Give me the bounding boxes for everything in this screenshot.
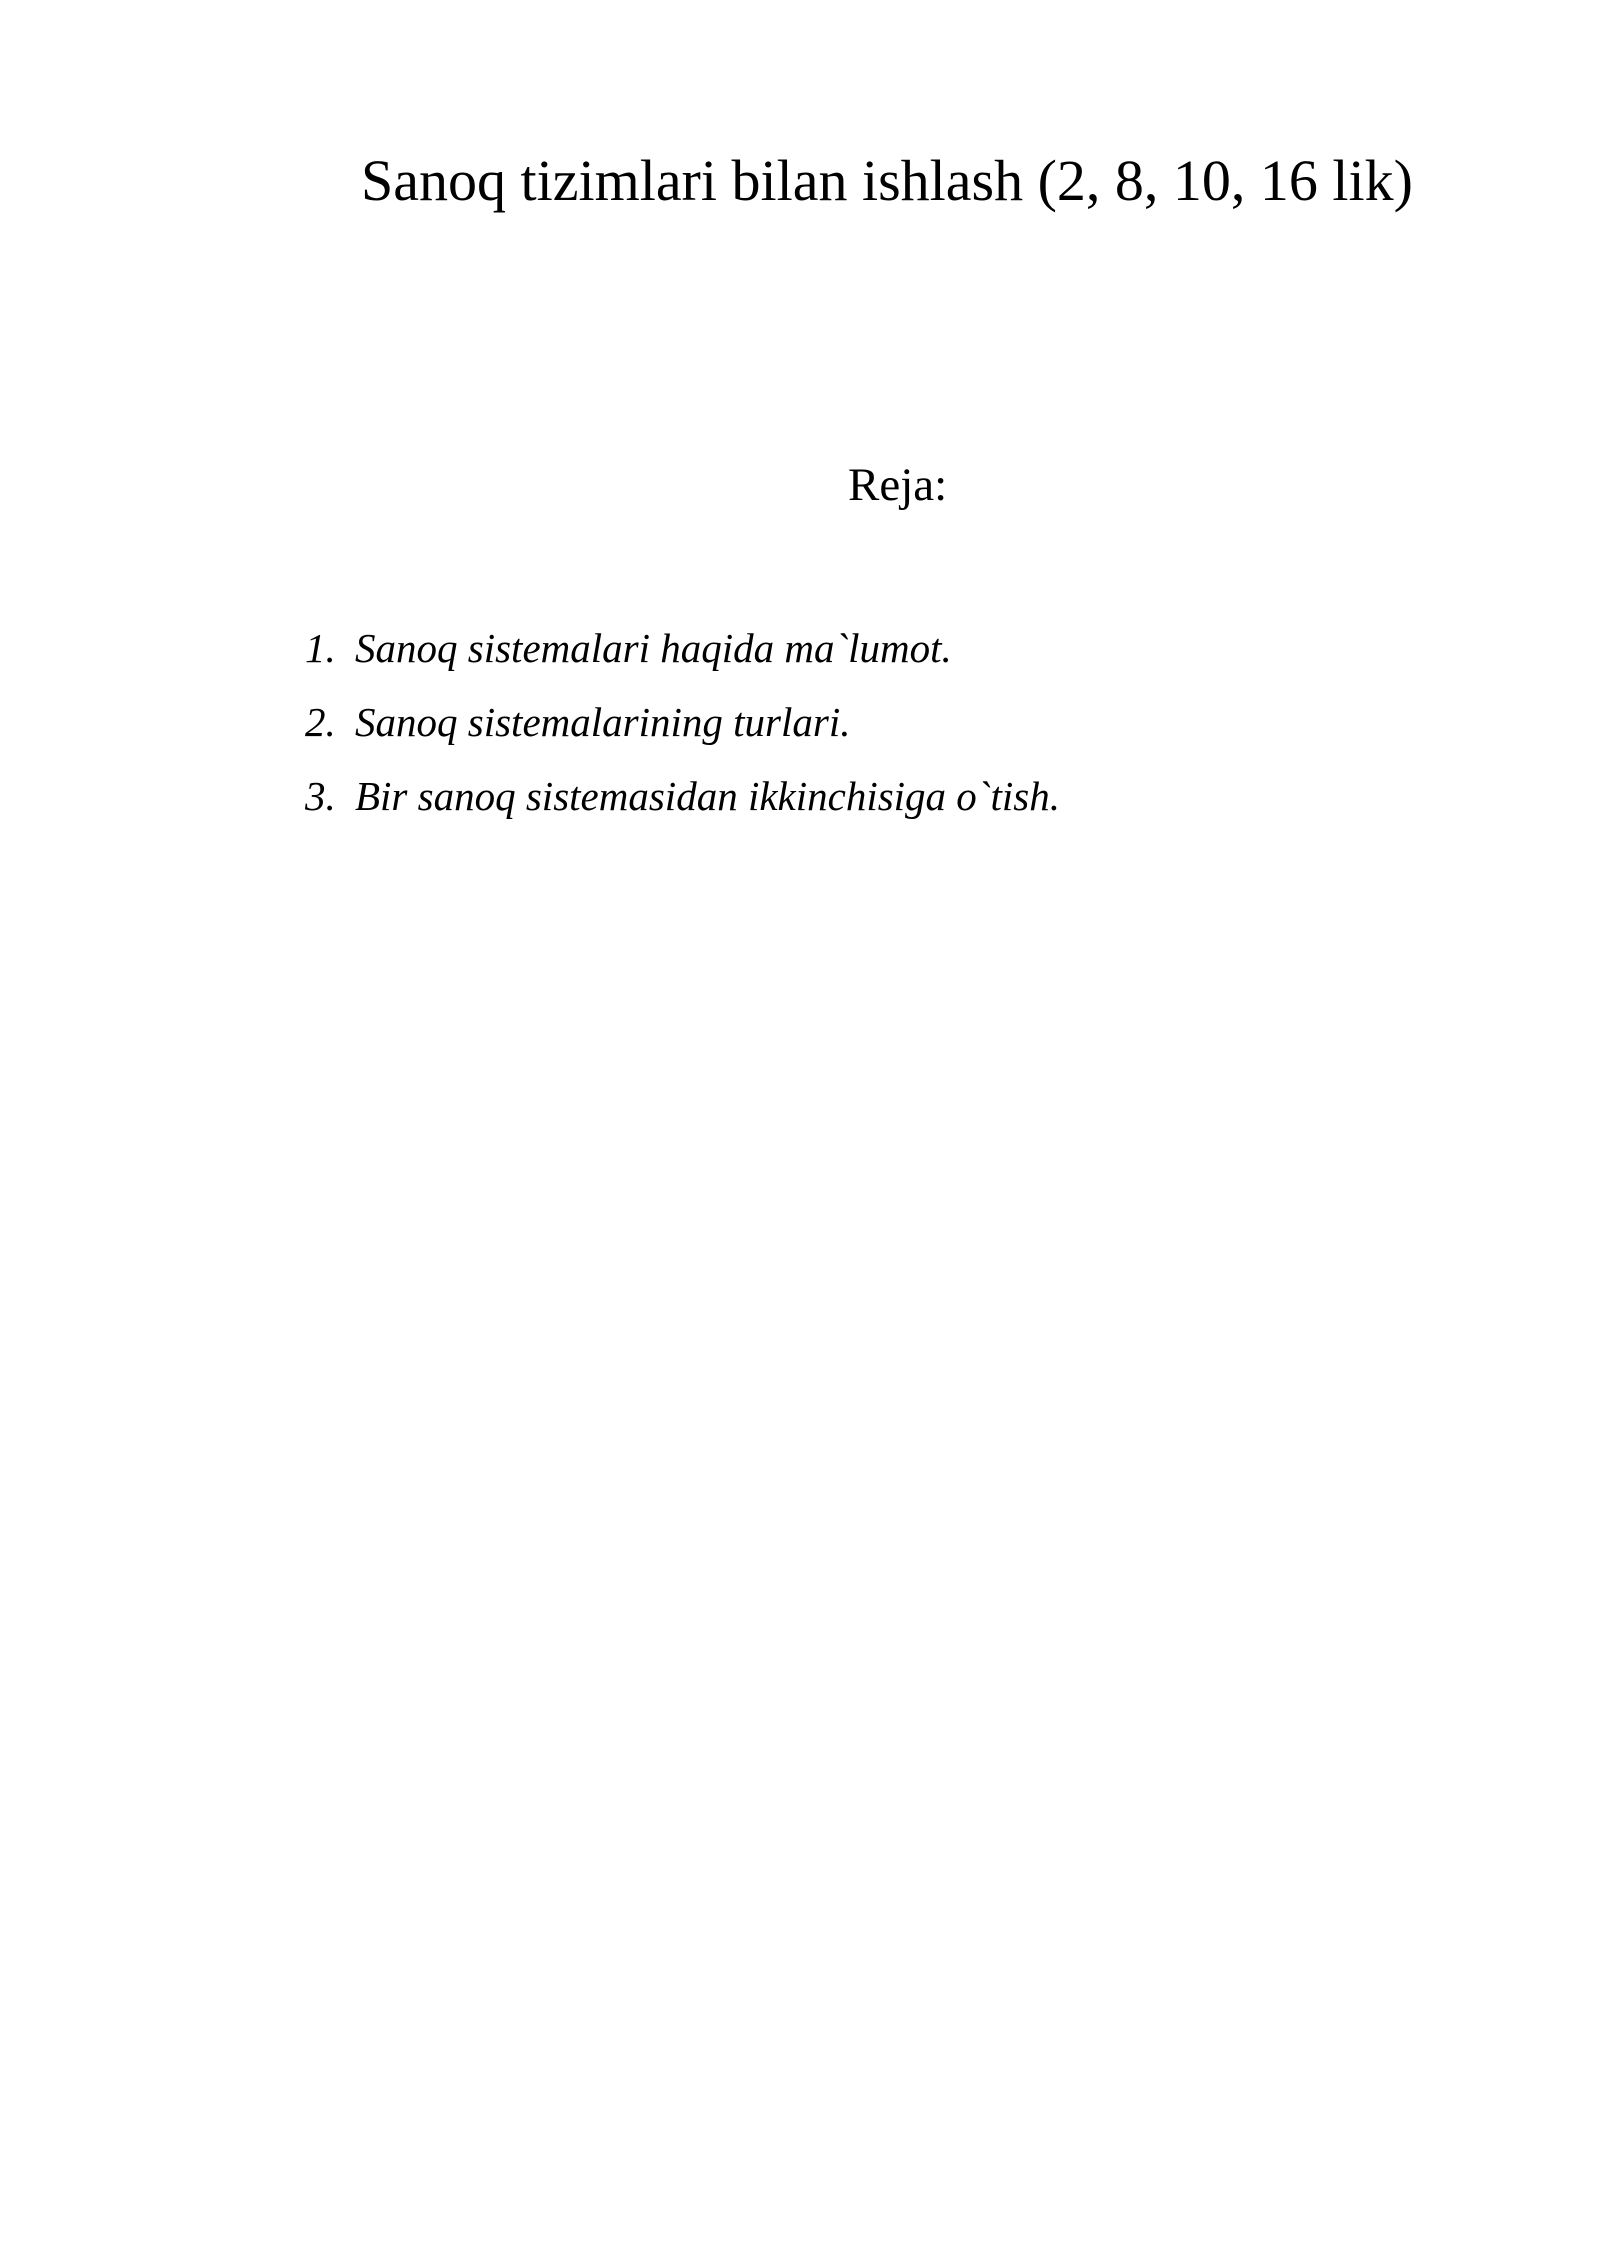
plan-item-text: Sanoq sistemalarining turlari.: [355, 699, 851, 745]
plan-item-2: [305, 699, 1060, 776]
plan-item-number: 1.: [305, 625, 336, 671]
plan-item-number: 3.: [305, 773, 336, 819]
plan-item-text: Sanoq sistemalari haqida ma`lumot.: [355, 625, 952, 671]
plan-item-number: 2.: [305, 699, 336, 745]
plan-list: [305, 625, 1060, 850]
document-title: Sanoq tizimlari bilan ishlash (2, 8, 10, 16 lik): [361, 148, 1413, 213]
plan-item-text: Bir sanoq sistemasidan ikkinchisiga o`tish.: [355, 773, 1060, 819]
plan-item-1: [305, 625, 1060, 702]
plan-heading: Reja:: [848, 459, 948, 511]
plan-item-3: [305, 773, 1060, 850]
